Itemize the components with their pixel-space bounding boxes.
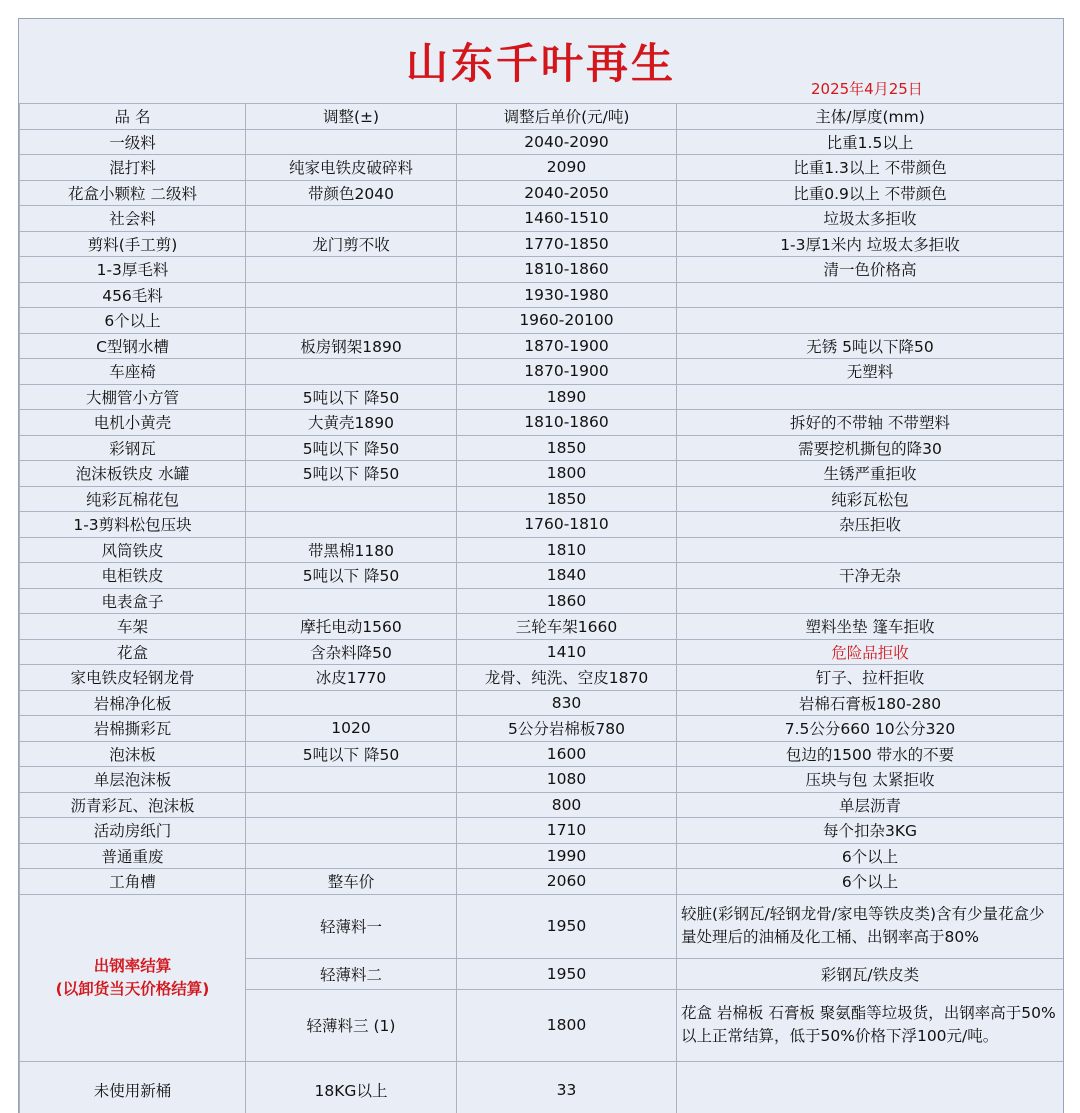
header-name: 品 名 — [20, 104, 246, 130]
spec-cell — [677, 1061, 1064, 1113]
item-name-cell: 6个以上 — [20, 308, 246, 334]
spec-cell: 生锈严重拒收 — [677, 461, 1064, 487]
table-row — [20, 716, 1064, 742]
item-name-cell: 普通重废 — [20, 843, 246, 869]
price-cell: 1810 — [457, 537, 677, 563]
table-row — [20, 359, 1064, 385]
adjust-cell: 5吨以下 降50 — [246, 741, 457, 767]
table-row — [20, 231, 1064, 257]
price-sheet — [18, 18, 1064, 1113]
item-name-cell: 岩棉净化板 — [20, 690, 246, 716]
adjust-cell: 整车价 — [246, 869, 457, 895]
sheet-title: 山东千叶再生 — [19, 31, 1063, 91]
price-cell: 1860 — [457, 588, 677, 614]
spec-cell: 压块与包 太紧拒收 — [677, 767, 1064, 793]
price-cell: 1460-1510 — [457, 206, 677, 232]
item-name-cell: 花盒 — [20, 639, 246, 665]
adjust-cell — [246, 767, 457, 793]
price-cell: 1990 — [457, 843, 677, 869]
spec-cell — [677, 537, 1064, 563]
adjust-cell: 板房钢架1890 — [246, 333, 457, 359]
adjust-cell: 5吨以下 降50 — [246, 435, 457, 461]
table-row — [20, 206, 1064, 232]
item-name-cell: 电表盒子 — [20, 588, 246, 614]
spec-cell: 6个以上 — [677, 843, 1064, 869]
item-name-cell: 1-3厚毛料 — [20, 257, 246, 283]
item-name-cell: 社会料 — [20, 206, 246, 232]
item-name-cell: 岩棉撕彩瓦 — [20, 716, 246, 742]
adjust-cell: 带颜色2040 — [246, 180, 457, 206]
price-cell: 1770-1850 — [457, 231, 677, 257]
settlement-grade-cell: 轻薄料一 — [246, 894, 457, 958]
spec-cell: 垃圾太多拒收 — [677, 206, 1064, 232]
item-name-cell: 工角槽 — [20, 869, 246, 895]
adjust-cell — [246, 486, 457, 512]
item-name-cell: 剪料(手工剪) — [20, 231, 246, 257]
item-name-cell: 风筒铁皮 — [20, 537, 246, 563]
price-cell: 1600 — [457, 741, 677, 767]
adjust-cell: 5吨以下 降50 — [246, 384, 457, 410]
price-cell: 1850 — [457, 486, 677, 512]
adjust-cell — [246, 690, 457, 716]
adjust-cell — [246, 129, 457, 155]
price-cell: 1950 — [457, 894, 677, 958]
table-row — [20, 435, 1064, 461]
item-name-cell: 电柜铁皮 — [20, 563, 246, 589]
table-row — [20, 333, 1064, 359]
adjust-cell: 冰皮1770 — [246, 665, 457, 691]
table-row — [20, 741, 1064, 767]
price-cell: 1870-1900 — [457, 359, 677, 385]
table-row — [20, 410, 1064, 436]
price-cell: 龙骨、纯洗、空皮1870 — [457, 665, 677, 691]
table-row — [20, 486, 1064, 512]
header-adjust: 调整(±) — [246, 104, 457, 130]
adjust-cell — [246, 282, 457, 308]
price-cell: 1890 — [457, 384, 677, 410]
price-cell: 800 — [457, 792, 677, 818]
spec-cell: 1-3厚1米内 垃圾太多拒收 — [677, 231, 1064, 257]
spec-cell: 单层沥青 — [677, 792, 1064, 818]
spec-cell: 无锈 5吨以下降50 — [677, 333, 1064, 359]
price-cell: 1960-20100 — [457, 308, 677, 334]
spec-cell: 花盒 岩棉板 石膏板 聚氨酯等垃圾货，出钢率高于50%以上正常结算，低于50%价格下浮100元/吨。 — [677, 989, 1064, 1061]
spec-cell: 彩钢瓦/铁皮类 — [677, 958, 1064, 989]
spec-cell — [677, 588, 1064, 614]
spec-cell: 比重0.9以上 不带颜色 — [677, 180, 1064, 206]
settlement-grade-cell: 轻薄料二 — [246, 958, 457, 989]
price-cell: 1840 — [457, 563, 677, 589]
table-row — [20, 537, 1064, 563]
spec-cell: 杂压拒收 — [677, 512, 1064, 538]
table-row — [20, 129, 1064, 155]
item-name-cell: 1-3剪料松包压块 — [20, 512, 246, 538]
spec-cell: 清一色价格高 — [677, 257, 1064, 283]
adjust-cell — [246, 843, 457, 869]
adjust-cell: 18KG以上 — [246, 1061, 457, 1113]
table-row — [20, 512, 1064, 538]
item-name-cell: 纯彩瓦棉花包 — [20, 486, 246, 512]
spec-cell: 无塑料 — [677, 359, 1064, 385]
price-cell: 33 — [457, 1061, 677, 1113]
price-cell: 1950 — [457, 958, 677, 989]
table-row — [20, 843, 1064, 869]
adjust-cell: 5吨以下 降50 — [246, 563, 457, 589]
table-row — [20, 588, 1064, 614]
spec-cell: 岩棉石膏板180-280 — [677, 690, 1064, 716]
price-cell: 2040-2090 — [457, 129, 677, 155]
spec-cell: 6个以上 — [677, 869, 1064, 895]
price-cell: 2040-2050 — [457, 180, 677, 206]
table-row — [20, 1061, 1064, 1113]
item-name-cell: 车架 — [20, 614, 246, 640]
table-row — [20, 180, 1064, 206]
item-name-cell: 花盒小颗粒 二级料 — [20, 180, 246, 206]
spec-cell — [677, 384, 1064, 410]
table-row — [20, 767, 1064, 793]
adjust-cell — [246, 206, 457, 232]
adjust-cell: 摩托电动1560 — [246, 614, 457, 640]
spec-cell: 拆好的不带轴 不带塑料 — [677, 410, 1064, 436]
adjust-cell — [246, 308, 457, 334]
price-cell: 三轮车架1660 — [457, 614, 677, 640]
item-name-cell: 未使用新桶 — [20, 1061, 246, 1113]
adjust-cell: 龙门剪不收 — [246, 231, 457, 257]
adjust-cell: 1020 — [246, 716, 457, 742]
adjust-cell: 带黑棉1180 — [246, 537, 457, 563]
spec-cell: 钉子、拉杆拒收 — [677, 665, 1064, 691]
item-name-cell: 单层泡沫板 — [20, 767, 246, 793]
price-cell: 1930-1980 — [457, 282, 677, 308]
item-name-cell: 家电铁皮轻钢龙骨 — [20, 665, 246, 691]
table-row — [20, 818, 1064, 844]
item-name-cell: 泡沫板 — [20, 741, 246, 767]
adjust-cell — [246, 818, 457, 844]
sheet-date: 2025年4月25日 — [811, 78, 923, 99]
adjust-cell — [246, 588, 457, 614]
header-row — [20, 104, 1064, 130]
adjust-cell — [246, 792, 457, 818]
spec-cell: 纯彩瓦松包 — [677, 486, 1064, 512]
adjust-cell: 5吨以下 降50 — [246, 461, 457, 487]
price-cell: 1410 — [457, 639, 677, 665]
spec-cell: 危险品拒收 — [677, 639, 1064, 665]
adjust-cell: 大黄壳1890 — [246, 410, 457, 436]
price-cell: 1870-1900 — [457, 333, 677, 359]
spec-cell: 7.5公分660 10公分320 — [677, 716, 1064, 742]
table-row — [20, 563, 1064, 589]
item-name-cell: C型钢水槽 — [20, 333, 246, 359]
price-table — [19, 103, 1064, 1113]
price-cell: 2060 — [457, 869, 677, 895]
price-table-body — [20, 104, 1064, 1113]
price-cell: 1760-1810 — [457, 512, 677, 538]
table-row — [20, 461, 1064, 487]
price-cell: 2090 — [457, 155, 677, 181]
table-row — [20, 308, 1064, 334]
table-row — [20, 282, 1064, 308]
spec-cell — [677, 282, 1064, 308]
table-row — [20, 792, 1064, 818]
table-row — [20, 690, 1064, 716]
item-name-cell: 混打料 — [20, 155, 246, 181]
spec-cell: 每个扣杂3KG — [677, 818, 1064, 844]
price-cell: 1810-1860 — [457, 410, 677, 436]
item-name-cell: 大棚管小方管 — [20, 384, 246, 410]
table-row — [20, 257, 1064, 283]
spec-cell: 塑料坐垫 篷车拒收 — [677, 614, 1064, 640]
item-name-cell: 彩钢瓦 — [20, 435, 246, 461]
header-price: 调整后单价(元/吨) — [457, 104, 677, 130]
price-cell: 830 — [457, 690, 677, 716]
price-cell: 1800 — [457, 461, 677, 487]
spec-cell: 较脏(彩钢瓦/轻钢龙骨/家电等铁皮类)含有少量花盒少量处理后的油桶及化工桶、出钢率高于80% — [677, 894, 1064, 958]
item-name-cell: 泡沫板铁皮 水罐 — [20, 461, 246, 487]
spec-cell — [677, 308, 1064, 334]
table-row — [20, 155, 1064, 181]
spec-cell: 比重1.5以上 — [677, 129, 1064, 155]
item-name-cell: 车座椅 — [20, 359, 246, 385]
spec-cell: 需要挖机撕包的降30 — [677, 435, 1064, 461]
spec-cell: 包边的1500 带水的不要 — [677, 741, 1064, 767]
adjust-cell — [246, 257, 457, 283]
item-name-cell: 活动房纸门 — [20, 818, 246, 844]
item-name-cell: 沥青彩瓦、泡沫板 — [20, 792, 246, 818]
adjust-cell — [246, 359, 457, 385]
spec-cell: 比重1.3以上 不带颜色 — [677, 155, 1064, 181]
settlement-label: 出钢率结算 (以卸货当天价格结算) — [20, 894, 246, 1061]
adjust-cell: 含杂料降50 — [246, 639, 457, 665]
table-row — [20, 665, 1064, 691]
adjust-cell — [246, 512, 457, 538]
header-spec: 主体/厚度(mm) — [677, 104, 1064, 130]
spec-cell: 干净无杂 — [677, 563, 1064, 589]
settlement-row — [20, 894, 1064, 958]
table-row — [20, 639, 1064, 665]
table-row — [20, 869, 1064, 895]
item-name-cell: 一级料 — [20, 129, 246, 155]
price-cell: 5公分岩棉板780 — [457, 716, 677, 742]
item-name-cell: 电机小黄壳 — [20, 410, 246, 436]
price-cell: 1080 — [457, 767, 677, 793]
table-row — [20, 614, 1064, 640]
settlement-grade-cell: 轻薄料三 (1) — [246, 989, 457, 1061]
price-cell: 1710 — [457, 818, 677, 844]
price-cell: 1810-1860 — [457, 257, 677, 283]
item-name-cell: 456毛料 — [20, 282, 246, 308]
price-cell: 1800 — [457, 989, 677, 1061]
table-row — [20, 384, 1064, 410]
price-cell: 1850 — [457, 435, 677, 461]
adjust-cell: 纯家电铁皮破碎料 — [246, 155, 457, 181]
